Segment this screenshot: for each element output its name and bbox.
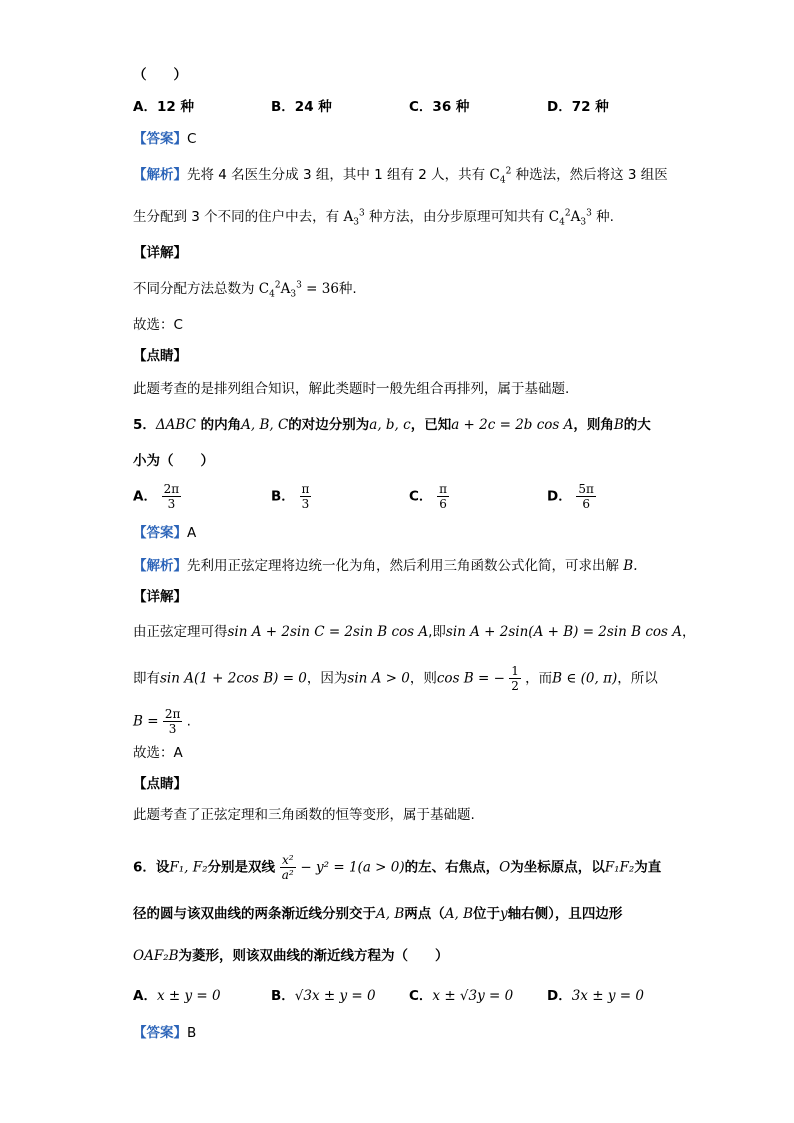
q6-option-a: A．x ± y = 0 (133, 988, 221, 1004)
q4-analysis-line-2: 生分配到 3 个不同的住户中去，有 $A_3^3$ 种方法，由分步原理可知共有 $C_4^2A_3^3$ 种. (133, 208, 614, 228)
q5-stem-line-2: 小为（ ） (133, 453, 214, 469)
q5-detail-line-1: 由正弦定理可得sin A + 2sin C = 2sin B cos A,即sin A + 2sin(A + B) = 2sin B cos A， (133, 624, 696, 640)
q6-stem-line-1: 6．设F₁, F₂分别是双线 $\frac{\text{x²}}{\text{a²}}$ − y² = 1(a > 0)的左、右焦点，O为坐标原点，以F₁F₂为直 (133, 853, 662, 882)
q5-comment-title: 【点睛】 (133, 776, 187, 792)
q6-option-c: C．x ± √3y = 0 (409, 988, 514, 1004)
q5-detail-line-3: B = $\frac{2\pi}{3}$ . (133, 707, 191, 736)
q5-option-c: C． $\frac{\pi}{6}$ (409, 482, 448, 511)
q5-detail-title: 【详解】 (133, 589, 187, 605)
q4-detail-title: 【详解】 (133, 245, 187, 261)
q5-analysis: 【解析】先利用正弦定理将边统一化为角，然后利用三角函数公式化简，可求出解 B. (133, 558, 638, 574)
q4-option-a: A．12 种 (133, 99, 194, 115)
q6-stem-line-2: 径的圆与该双曲线的两条渐近线分别交于A, B两点（A, B位于y轴右侧），且四边形 (133, 906, 623, 922)
q5-comment: 此题考查了正弦定理和三角函数的恒等变形，属于基础题. (133, 807, 475, 823)
q5-choose: 故选：A (133, 745, 183, 761)
q6-option-d: D．3x ± y = 0 (547, 988, 644, 1004)
q4-detail-line: 不同分配方法总数为 $C_4^2A_3^3 = 36$种. (133, 280, 357, 300)
q4-paren: （ ） (133, 67, 187, 83)
q4-option-c: C．36 种 (409, 99, 470, 115)
q5-stem-line-1: 5．ΔABC 的内角A, B, C的对边分别为a, b, c，已知a + 2c = 2b cos A，则角B的大 (133, 417, 651, 433)
q4-analysis-line-1: 【解析】先将 4 名医生分成 3 组，其中 1 组有 2 人，共有 $C_4^2$ 种选法，然后将这 3 组医 (133, 166, 668, 186)
q4-comment: 此题考查的是排列组合知识，解此类题时一般先组合再排列，属于基础题. (133, 381, 570, 397)
q4-choose: 故选：C (133, 317, 183, 333)
q6-answer: 【答案】B (133, 1025, 197, 1041)
q4-option-d: D．72 种 (547, 99, 609, 115)
q5-option-b: B． $\frac{\pi}{3}$ (271, 482, 310, 511)
q5-answer: 【答案】A (133, 525, 197, 541)
q6-option-b: B．√3x ± y = 0 (271, 988, 376, 1004)
q4-option-b: B．24 种 (271, 99, 332, 115)
q4-comment-title: 【点睛】 (133, 348, 187, 364)
q5-option-d: D． $\frac{5\pi}{6}$ (547, 482, 594, 511)
q6-stem-line-3: OAF₂B为菱形，则该双曲线的渐近线方程为（ ） (133, 948, 449, 964)
q5-option-a: A． $\frac{2\pi}{3}$ (133, 482, 180, 511)
q4-answer: 【答案】C (133, 131, 197, 147)
q5-detail-line-2: 即有sin A(1 + 2cos B) = 0，因为sin A > 0，则cos B = − $\frac{1}{2}$ ，而B ∈ (0, π)，所以 (133, 664, 658, 693)
